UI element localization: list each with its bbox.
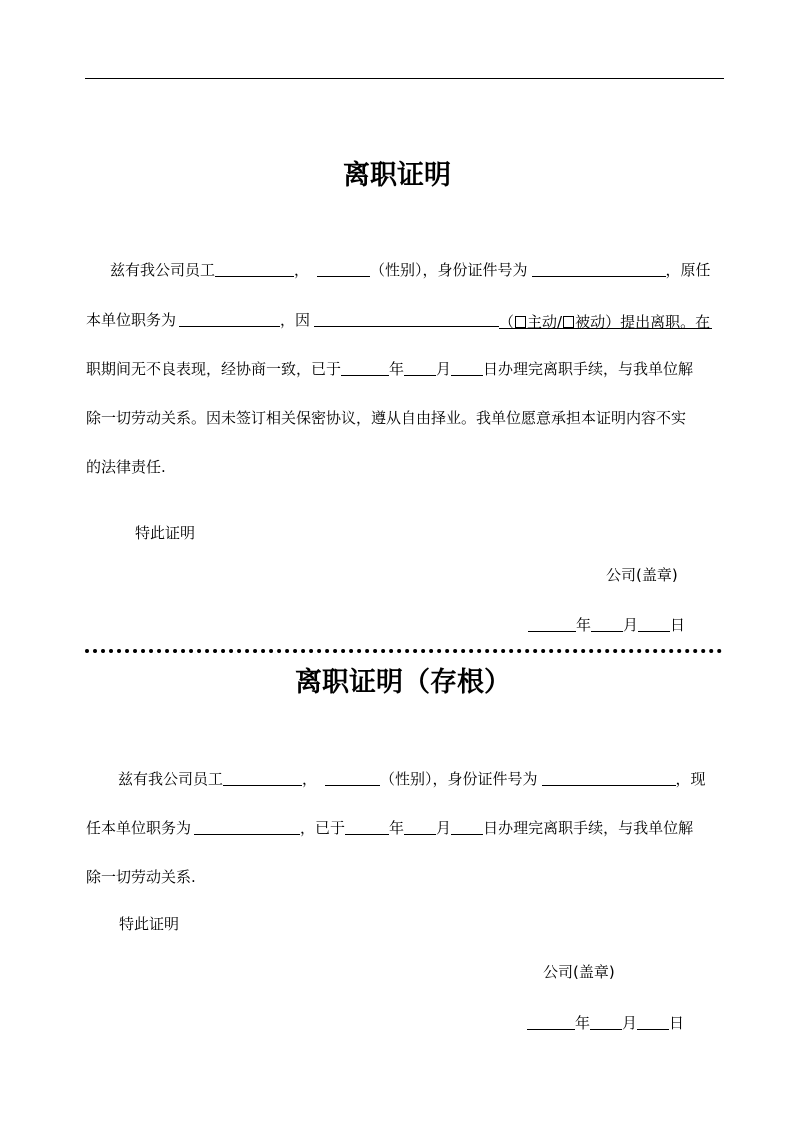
- month-blank[interactable]: [591, 616, 623, 632]
- stub-title: 离职证明（存根）: [295, 667, 511, 698]
- year-blank[interactable]: [345, 819, 389, 835]
- year-blank[interactable]: [341, 360, 389, 376]
- stub-date: [527, 1014, 684, 1032]
- stub-line-3: 除一切劳动关系.: [86, 868, 196, 886]
- text: （: [499, 313, 515, 331]
- month-blank[interactable]: [590, 1014, 622, 1030]
- cert-date: [528, 616, 685, 634]
- text: 被动）提出离职。在: [575, 313, 711, 331]
- cert-line-3: [86, 360, 693, 378]
- certificate-title: 离职证明: [343, 160, 451, 191]
- stub-special-note: 特此证明: [119, 915, 180, 933]
- text: 日: [669, 1014, 685, 1032]
- text: 年: [575, 1014, 591, 1032]
- text: 年: [576, 616, 592, 634]
- text: 年: [389, 819, 405, 837]
- cert-line-1: [110, 261, 711, 279]
- gender-blank[interactable]: [317, 261, 370, 277]
- position-blank[interactable]: [179, 311, 280, 327]
- top-rule: [85, 78, 724, 79]
- text: ，已于: [300, 819, 346, 837]
- name-blank[interactable]: [215, 261, 294, 277]
- text: （性别），身份证件号为: [370, 261, 528, 279]
- id-number-blank[interactable]: [532, 261, 666, 277]
- cert-line-4: 除一切劳动关系。因未签订相关保密协议，遵从自由择业。我单位愿意承担本证明内容不实: [86, 409, 687, 427]
- cert-seal-label: 公司(盖章): [606, 566, 678, 584]
- id-number-blank[interactable]: [542, 770, 676, 786]
- month-blank[interactable]: [404, 819, 436, 835]
- cut-line: [85, 649, 722, 653]
- text: ，: [294, 261, 310, 279]
- checkbox-passive[interactable]: [563, 316, 574, 328]
- text: 兹有我公司员工: [110, 261, 216, 279]
- day-blank[interactable]: [451, 360, 483, 376]
- text: 兹有我公司员工: [118, 770, 224, 788]
- text: 日: [670, 616, 686, 634]
- cert-special-note: 特此证明: [135, 524, 196, 542]
- text: ，原任: [665, 261, 711, 279]
- day-blank[interactable]: [451, 819, 483, 835]
- stub-line-2: [86, 819, 693, 837]
- cert-line-5: 的法律责任.: [86, 458, 166, 476]
- text: 日办理完离职手续，与我单位解: [483, 360, 694, 378]
- text: 任本单位职务为: [86, 819, 192, 837]
- text: 年: [389, 360, 405, 378]
- year-blank[interactable]: [528, 616, 576, 632]
- text: 日办理完离职手续，与我单位解: [483, 819, 694, 837]
- text: ，现: [675, 770, 706, 788]
- text: 月: [436, 360, 452, 378]
- text: ，: [302, 770, 318, 788]
- text: 本单位职务为: [86, 311, 177, 329]
- stub-seal-label: 公司(盖章): [543, 963, 615, 981]
- text: 职期间无不良表现，经协商一致，已于: [86, 360, 342, 378]
- gender-blank[interactable]: [325, 770, 380, 786]
- day-blank[interactable]: [638, 616, 670, 632]
- year-blank[interactable]: [527, 1014, 575, 1030]
- text: 月: [622, 1014, 638, 1032]
- text: （性别），身份证件号为: [380, 770, 538, 788]
- day-blank[interactable]: [637, 1014, 669, 1030]
- position-blank[interactable]: [194, 819, 300, 835]
- text: ，因: [280, 311, 311, 329]
- month-blank[interactable]: [404, 360, 436, 376]
- name-blank[interactable]: [223, 770, 302, 786]
- text: 主动/: [527, 313, 563, 331]
- text: 月: [623, 616, 639, 634]
- cert-line-2: [86, 311, 712, 329]
- text: 月: [436, 819, 452, 837]
- checkbox-voluntary[interactable]: [515, 316, 526, 328]
- reason-blank[interactable]: [314, 311, 499, 327]
- stub-line-1: [118, 770, 706, 788]
